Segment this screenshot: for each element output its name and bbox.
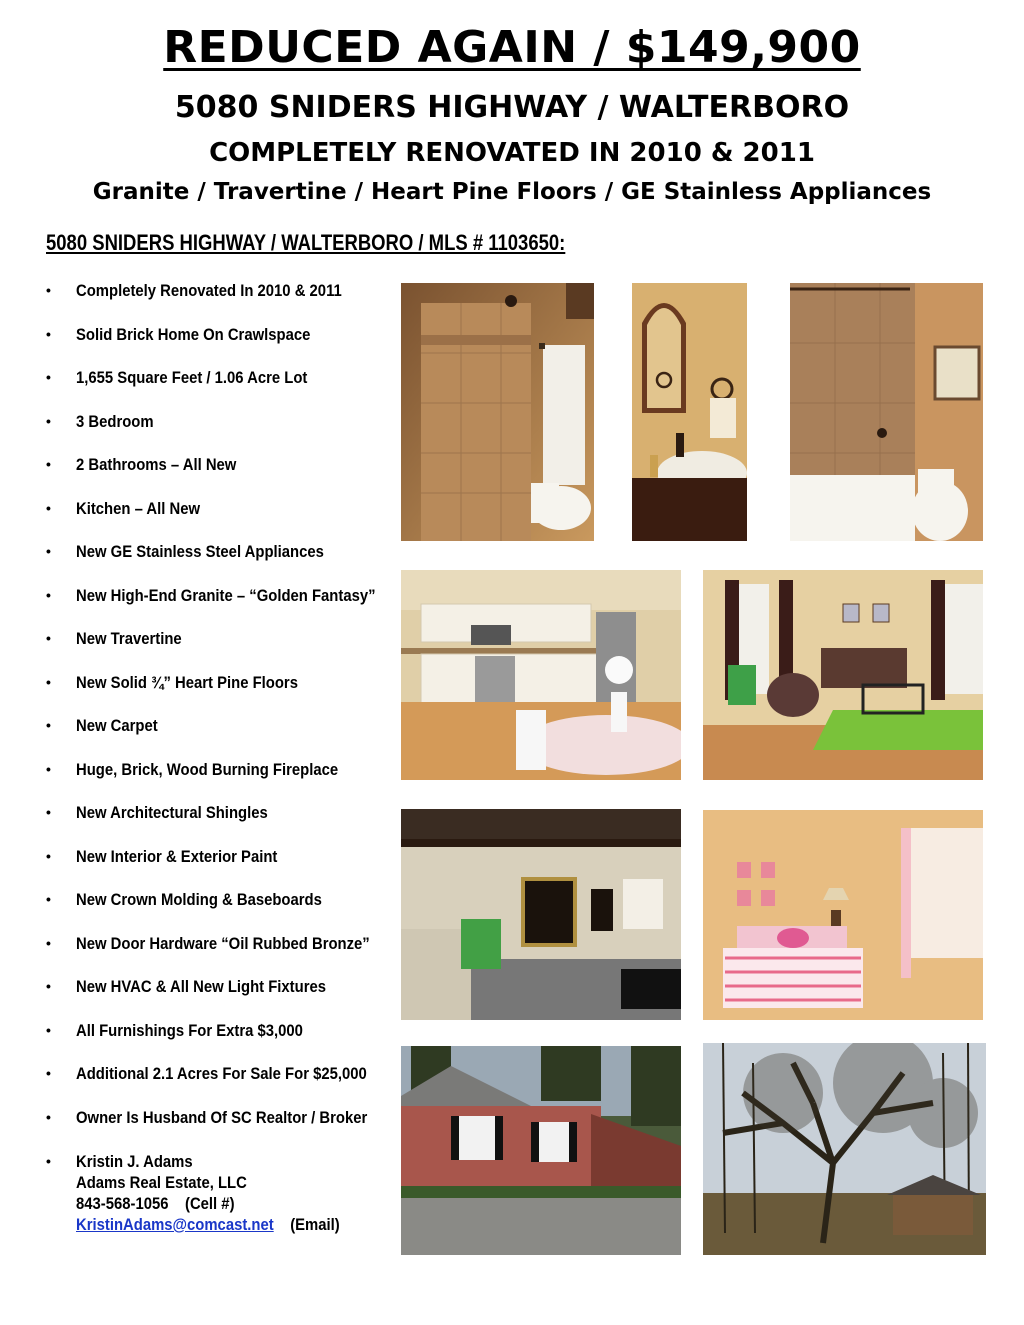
listing-heading: 5080 SNIDERS HIGHWAY / WALTERBORO / MLS # 1103650:: [46, 230, 566, 255]
bathtub-photo: [790, 283, 983, 541]
bullet-icon: •: [46, 674, 51, 690]
shower-photo: [401, 283, 594, 541]
bullet-icon: •: [46, 326, 51, 342]
phone-note: (Cell #): [184, 1195, 235, 1213]
bullet-icon: •: [46, 587, 51, 603]
bullet-icon: •: [46, 978, 51, 994]
agent-phone-line: [76, 1195, 364, 1216]
agent-email-line: [76, 1216, 364, 1237]
agent-name: Kristin J. Adams: [76, 1153, 193, 1171]
bullet-icon: •: [46, 935, 51, 951]
living-room-photo: [703, 570, 983, 780]
bullet-icon: •: [46, 891, 51, 907]
bullet-icon: •: [46, 717, 51, 733]
vanity-photo: [632, 283, 747, 541]
email-note: (Email): [290, 1216, 340, 1234]
materials-headline: Granite / Travertine / Heart Pine Floors / GE Stainless Appliances: [92, 179, 932, 205]
bullet-icon: •: [46, 413, 51, 429]
agent-phone: 843-568-1056: [76, 1195, 169, 1213]
renovated-headline: COMPLETELY RENOVATED IN 2010 & 2011: [209, 138, 815, 168]
bullet-icon: •: [46, 1065, 51, 1081]
oak-tree-yard-photo: [703, 1043, 986, 1255]
bullet-icon: •: [46, 1153, 51, 1169]
bullet-icon: •: [46, 543, 51, 559]
bullet-icon: •: [46, 804, 51, 820]
bedroom-photo: [703, 810, 983, 1020]
brick-house-exterior-photo: [401, 1046, 681, 1255]
fireplace-photo: [401, 809, 681, 1020]
kitchen-photo: [401, 570, 681, 780]
bullet-icon: •: [46, 500, 51, 516]
bullet-icon: •: [46, 1109, 51, 1125]
bullet-icon: •: [46, 456, 51, 472]
bullet-icon: •: [46, 630, 51, 646]
bullet-icon: •: [46, 282, 51, 298]
bullet-icon: •: [46, 761, 51, 777]
bullet-icon: •: [46, 848, 51, 864]
address-headline: 5080 SNIDERS HIGHWAY / WALTERBORO: [174, 90, 850, 125]
bullet-icon: •: [46, 1022, 51, 1038]
price-headline: REDUCED AGAIN / $149,900: [163, 22, 861, 73]
agent-company: Adams Real Estate, LLC: [76, 1174, 247, 1192]
bullet-icon: •: [46, 369, 51, 385]
email-link[interactable]: KristinAdams@comcast.net: [76, 1216, 274, 1234]
